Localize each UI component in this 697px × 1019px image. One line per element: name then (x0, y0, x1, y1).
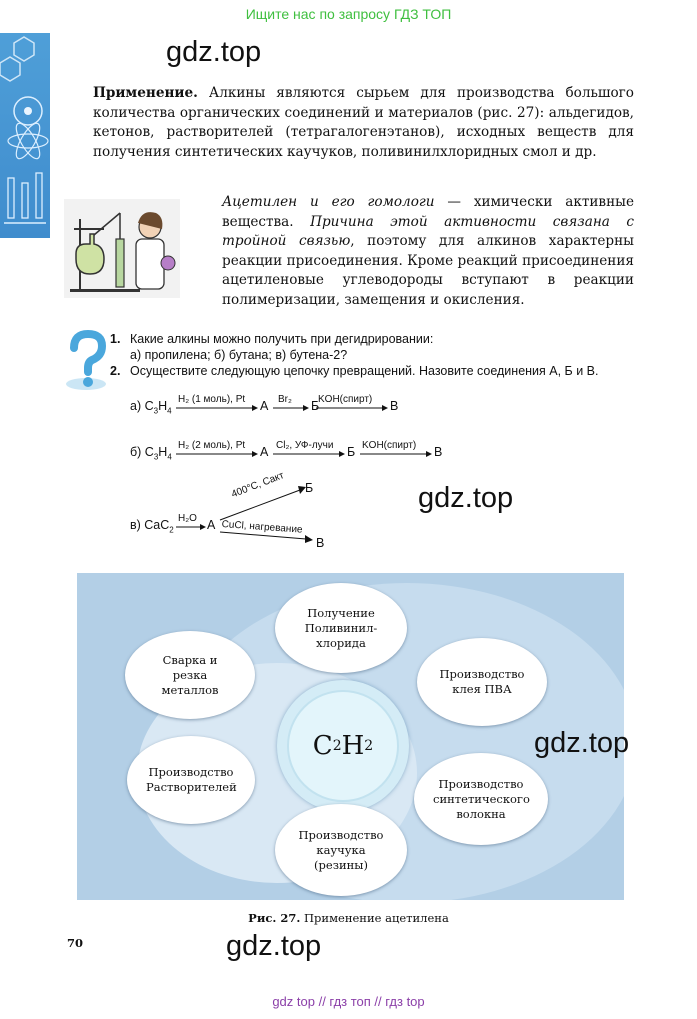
science-pattern-icon (0, 33, 50, 238)
chain-c-product-a: А (207, 518, 216, 532)
lab-scientist-icon (64, 199, 180, 298)
activity-text-1: — химически активные вещества. (222, 194, 634, 230)
question-1-subitems: а) пропилена; б) бутана; в) бутена-2? (130, 348, 348, 362)
caption-text: Применение ацетилена (300, 911, 449, 925)
question-2-number: 2. (110, 364, 121, 378)
chain-b-product-1: А (260, 445, 269, 459)
oval-welding: Сварка и резка металлов (125, 631, 255, 719)
question-2 (110, 363, 599, 379)
question-mark-icon (62, 330, 112, 392)
application-paragraph (93, 84, 634, 162)
chain-c-arrow1 (176, 523, 206, 531)
activity-italic-1: Ацетилен и его гомологи (222, 194, 435, 210)
application-lead: Применение. (93, 85, 198, 101)
figure-caption (0, 911, 697, 925)
chain-c-arrow1-label: H₂O (178, 513, 197, 524)
chain-a-product-1: А (260, 399, 269, 413)
chain-c-arrow-up-label: 400°C, Cакт (230, 470, 286, 501)
chain-b-product-3: В (434, 445, 443, 459)
chain-b-arrow1-label: H₂ (2 моль), Pt (178, 440, 246, 451)
watermark: gdz.top (418, 482, 514, 514)
watermark: gdz.top (166, 36, 262, 68)
oval-synthetic-fiber: Производство синтетического волокна (414, 753, 548, 845)
chain-c-arrow-down-label: CuCl, нагревание (221, 519, 303, 536)
chain-b-arrow2-label: Cl₂, УФ-лучи (276, 440, 334, 451)
chain-a-arrow1 (176, 404, 258, 412)
oval-pva-glue: Производство клея ПВА (417, 638, 547, 726)
chain-b-arrow1 (176, 450, 258, 458)
chain-a-arrow2 (273, 404, 309, 412)
oval-rubber: Производство каучука (резины) (275, 804, 407, 896)
activity-italic-2: Причина этой активности связана с тройной связью (222, 213, 634, 250)
question-1-number: 1. (110, 332, 121, 346)
caption-label: Рис. 27. (248, 911, 301, 925)
chain-b-start: б) $C_3H_4$ (130, 445, 172, 462)
chain-a-product-2: Б (311, 399, 320, 413)
application-text: Алкины являются сырьем для производства большого количества органических соединений и материалов (рис. 27): альдегидов, кетонов, растворителей (тетрагалогенэтанов), исходных веществ для получения синтетических каучуков, поливинилхлоридных смол и др. (93, 85, 634, 160)
watermark: gdz.top (534, 727, 630, 759)
top-banner: Ищите нас по запросу ГДЗ ТОП (245, 6, 452, 22)
chemist-illustration (64, 199, 180, 298)
chain-a-start: а) $C_3H_4$ (130, 399, 172, 416)
chain-a-arrow2-label: Br₂ (278, 394, 292, 405)
activity-paragraph (222, 193, 634, 311)
chain-b-arrow3-label: KOH(спирт) (362, 440, 417, 451)
oval-solvents: Производство Растворителей (127, 736, 255, 824)
chain-c-product-c: В (316, 536, 325, 550)
chain-c-start: в) CaC$_2$ (130, 518, 174, 535)
chain-a-arrow3-label: KOH(спирт) (318, 394, 373, 405)
oval-pvc: Получение Поливинил-хлорида (275, 583, 407, 673)
chain-a-arrow1-label: H₂ (1 моль), Pt (178, 394, 246, 405)
chain-a-product-3: В (390, 399, 399, 413)
footer-links: gdz top // гдз топ // гдз top (272, 994, 425, 1009)
question-1 (110, 331, 599, 347)
center-formula: C 2 H 2 (287, 690, 399, 802)
side-decoration-strip (0, 33, 50, 238)
questions-block (110, 331, 599, 379)
chain-b-product-2: Б (347, 445, 356, 459)
chain-c-product-b: Б (305, 481, 314, 495)
question-2-text: Осуществите следующую цепочку превращений. Назовите соединения А, Б и В. (130, 364, 599, 378)
chain-b-arrow2 (273, 450, 345, 458)
watermark: gdz.top (226, 930, 322, 962)
activity-text-2: , поэтому для алкинов характерны реакции присоединения. Кроме реакций присоединения ацетиленовые углеводороды вступают в реакции полимеризации, замещения и окисления. (222, 233, 634, 308)
chain-a-arrow3 (316, 404, 388, 412)
page-number: 70 (67, 936, 84, 950)
chain-b-arrow3 (360, 450, 432, 458)
question-1-text: Какие алкины можно получить при дегидрировании: (130, 332, 434, 346)
